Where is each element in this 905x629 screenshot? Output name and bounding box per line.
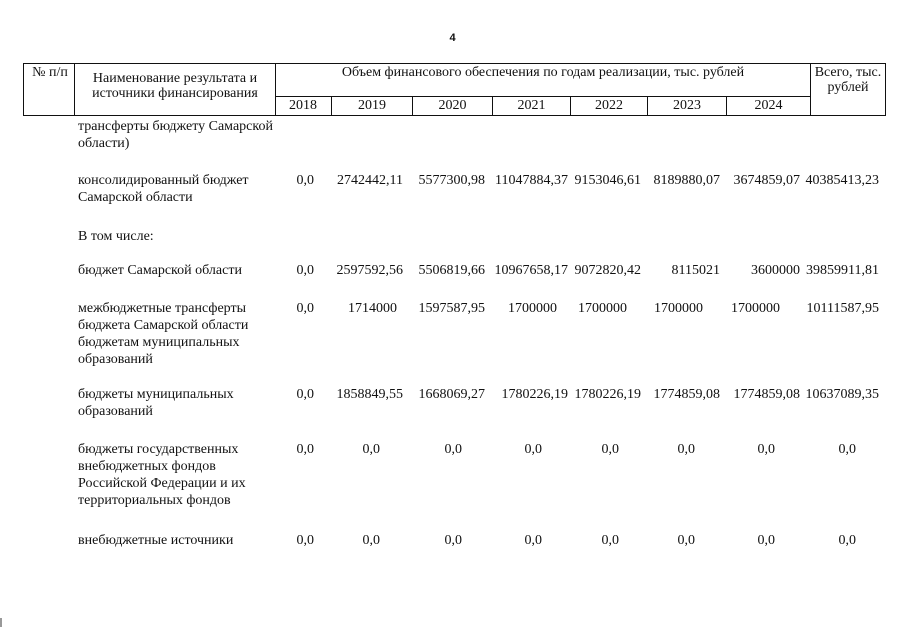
header-left-border	[23, 63, 24, 116]
cell-2023: 0,0	[677, 442, 695, 457]
cell-2018: 0,0	[296, 263, 314, 278]
divider-num	[74, 63, 75, 116]
row-name: бюджет Самарской области	[78, 263, 242, 278]
cell-total: 0,0	[838, 533, 856, 548]
cell-2020: 1668069,27	[418, 387, 485, 402]
cell-2021: 1780226,19	[501, 387, 568, 402]
cell-2021: 11047884,37	[495, 173, 568, 188]
cell-2019: 1714000	[348, 301, 397, 316]
header-bottom-border	[23, 115, 886, 116]
cell-2023: 1774859,08	[653, 387, 720, 402]
cell-2019: 0,0	[362, 442, 380, 457]
header-right-border	[885, 63, 886, 116]
cell-2019: 0,0	[362, 533, 380, 548]
header-top-border	[23, 63, 886, 64]
cell-2018: 0,0	[296, 173, 314, 188]
cell-2018: 0,0	[296, 387, 314, 402]
year-2022: 2022	[595, 98, 623, 113]
cell-2022: 1780226,19	[574, 387, 641, 402]
cell-total: 0,0	[838, 442, 856, 457]
cell-2022: 0,0	[601, 442, 619, 457]
cell-2023: 0,0	[677, 533, 695, 548]
cell-2024: 0,0	[757, 533, 775, 548]
cell-2023: 1700000	[654, 301, 703, 316]
year-2019: 2019	[358, 98, 386, 113]
row-name: бюджеты государственных внебюджетных фондов Российской Федерации и их территориальных фондов	[78, 442, 246, 508]
cell-2018: 0,0	[296, 442, 314, 457]
cell-2019: 2597592,56	[336, 263, 403, 278]
cell-2024: 1774859,08	[733, 387, 800, 402]
cell-total: 39859911,81	[806, 263, 879, 278]
row-name: трансферты бюджету Самарской области)	[78, 119, 273, 151]
row-name: консолидированный бюджет Самарской области	[78, 173, 249, 205]
year-2023: 2023	[673, 98, 701, 113]
years-row-line	[275, 96, 811, 97]
cell-2019: 2742442,11	[337, 173, 403, 188]
scan-edge-mark	[0, 618, 2, 627]
cell-2020: 5577300,98	[418, 173, 485, 188]
cell-2024: 3600000	[751, 263, 800, 278]
divider-total	[810, 63, 811, 116]
header-total: Всего, тыс. рублей	[814, 65, 882, 95]
cell-2024: 1700000	[731, 301, 780, 316]
row-name: межбюджетные трансферты бюджета Самарской области бюджетам муниципальных образований	[78, 301, 249, 367]
cell-2020: 0,0	[444, 442, 462, 457]
year-2020: 2020	[438, 98, 467, 113]
cell-2021: 10967658,17	[494, 263, 568, 278]
year-2024: 2024	[754, 98, 783, 113]
cell-2018: 0,0	[296, 533, 314, 548]
cell-total: 10111587,95	[806, 301, 879, 316]
cell-2020: 5506819,66	[418, 263, 485, 278]
cell-2022: 1700000	[578, 301, 627, 316]
cell-total: 10637089,35	[805, 387, 879, 402]
cell-2020: 1597587,95	[418, 301, 485, 316]
cell-2021: 0,0	[524, 533, 542, 548]
header-volume: Объем финансового обеспечения по годам реализации, тыс. рублей	[341, 65, 745, 80]
cell-2022: 0,0	[601, 533, 619, 548]
cell-2022: 9072820,42	[574, 263, 641, 278]
row-name: внебюджетные источники	[78, 533, 234, 548]
cell-2024: 3674859,07	[733, 173, 800, 188]
cell-2023: 8189880,07	[653, 173, 720, 188]
page-number: 4	[449, 32, 456, 44]
cell-2021: 1700000	[508, 301, 557, 316]
header-name: Наименование результата и источники финансирования	[92, 71, 258, 101]
cell-2020: 0,0	[444, 533, 462, 548]
cell-2024: 0,0	[757, 442, 775, 457]
cell-2019: 1858849,55	[336, 387, 403, 402]
row-name: бюджеты муниципальных образований	[78, 387, 234, 419]
cell-2023: 8115021	[671, 263, 720, 278]
cell-2018: 0,0	[296, 301, 314, 316]
row-name: В том числе:	[78, 229, 154, 244]
header-num: № п/п	[32, 65, 68, 80]
year-2018: 2018	[289, 98, 317, 113]
year-2021: 2021	[517, 98, 546, 113]
cell-total: 40385413,23	[805, 173, 879, 188]
cell-2022: 9153046,61	[574, 173, 641, 188]
cell-2021: 0,0	[524, 442, 542, 457]
